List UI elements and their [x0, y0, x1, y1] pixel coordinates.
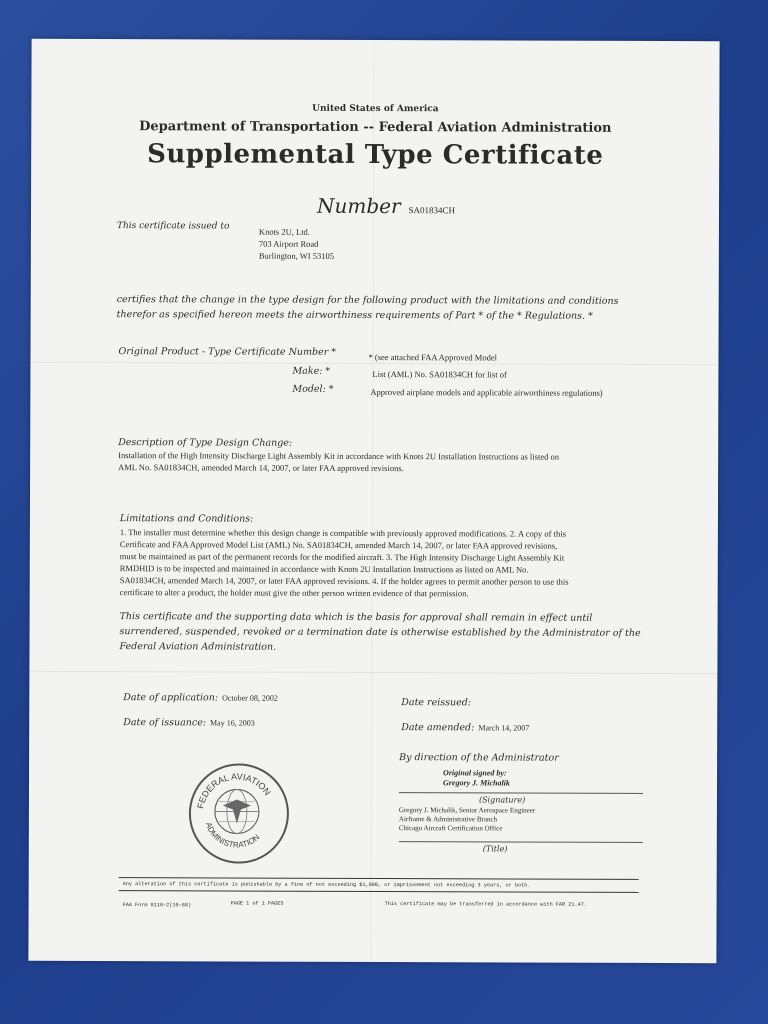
certifies-statement — [117, 292, 717, 324]
model-value: Approved airplane models and applicable airworthiness regulations) — [370, 386, 603, 398]
date-reissued — [401, 692, 471, 710]
issuance-value: May 16, 2003 — [210, 718, 255, 728]
signer-title-line-3: Chicago Aircraft Certification Office — [398, 824, 503, 833]
description-line-2: AML No. SA01834CH, amended March 14, 2007, or later FAA approved revisions. — [118, 462, 404, 474]
amended-value: March 14, 2007 — [478, 723, 530, 733]
fold-line-lower — [29, 671, 717, 674]
number-label: Number — [316, 193, 401, 219]
date-of-application — [123, 687, 278, 706]
issued-to-label: This certificate issued to — [116, 221, 230, 232]
original-product-label: Original Product - Type Certificate Number * — [118, 346, 337, 358]
signer-title-block — [399, 806, 535, 833]
description-text — [118, 449, 708, 475]
amended-label: Date amended: — [401, 722, 475, 734]
reissued-label: Date reissued: — [401, 697, 472, 709]
footer-rule-bottom — [119, 890, 639, 893]
date-amended — [401, 717, 529, 735]
make-label: Make: * — [292, 365, 331, 377]
limitations-text — [120, 526, 712, 600]
seal-bottom-text: ADMINISTRATION — [203, 821, 262, 850]
certifies-line-2: therefor as specified hereon meets the airworthiness requirements of Part * of the * Regulations. * — [116, 309, 593, 322]
validity-statement — [119, 609, 709, 656]
faa-seal-graphic — [189, 763, 285, 859]
validity-line-3: Federal Aviation Administration. — [119, 641, 277, 653]
application-value: October 08, 2002 — [222, 693, 278, 703]
footer-warning: Any alteration of this certificate is punishable by a fine of not exceeding $1,000, or imprisonment not exceeding 3 years, or both. — [122, 881, 531, 889]
signature-line — [399, 792, 643, 794]
seal-top-text: FEDERAL AVIATION — [195, 771, 273, 810]
issuance-label: Date of issuance: — [123, 717, 207, 729]
limitations-line: RMDHID is to be inspected and maintained in accordance with Knots 2U Installation Instructions as listed on AML No. — [119, 563, 529, 575]
make-value: List (AML) No. SA01834CH for list of — [372, 368, 507, 380]
faa-seal — [189, 763, 289, 863]
model-label: Model: * — [292, 383, 334, 395]
limitations-line: certificate to alter a product, the holder must give the other person written evidence of that permission. — [119, 587, 469, 599]
limitations-label: Limitations and Conditions: — [119, 513, 254, 525]
title-caption: (Title) — [482, 844, 508, 854]
limitations-line: 1. The installer must determine whether this design change is compatible with previously approved modifications. 2. A copy of this — [119, 527, 566, 539]
issued-to-address — [259, 226, 334, 262]
certificate-title: Supplemental Type Certificate — [147, 139, 604, 171]
validity-line-2: surrendered, suspended, revoked or a termination date is otherwise established by the Administrator of the — [119, 626, 641, 639]
date-of-issuance — [123, 712, 255, 730]
by-direction-label: By direction of the Administrator — [399, 752, 559, 764]
limitations-line: must be maintained as part of the permanent records for the modified aircraft. 3. The High Intensity Discharge Light Assembly Kit — [119, 551, 565, 563]
holder-street: 703 Airport Road — [258, 238, 319, 249]
footer-rule-top — [119, 877, 639, 880]
holder-name: Knots 2U, Ltd. — [258, 226, 310, 237]
signed-by-label: Original signed by: — [443, 768, 507, 778]
department-heading: Department of Transportation -- Federal Aviation Administration — [139, 119, 612, 136]
validity-line-1: This certificate and the supporting data which is the basis for approval shall remain in effect until — [119, 611, 593, 624]
fold-line-vertical — [370, 40, 374, 962]
limitations-line: SA01834CH, amended March 14, 2007, or later FAA approved revisions. 4. If the holder agrees to permit another person to use this — [119, 575, 569, 587]
limitations-line: Certificate and FAA Approved Model List (AML) No. SA01834CH, amended March 14, 2007, or later FAA approved revisions, — [119, 539, 558, 551]
description-label: Description of Type Design Change: — [118, 437, 293, 449]
description-line-1: Installation of the High Intensity Discharge Light Assembly Kit in accordance with Knots 2U Installation Instructions as listed on — [118, 450, 560, 462]
signature-caption: (Signature) — [478, 795, 526, 805]
title-line — [399, 841, 643, 843]
signer-name: Gregory J. Michalik — [443, 778, 510, 788]
application-label: Date of application: — [123, 692, 219, 704]
certificate-number-block — [317, 194, 455, 218]
signed-by-block — [443, 768, 510, 788]
footer-page-count: PAGE 1 of 1 PAGES — [230, 900, 284, 907]
footer-transfer-note: This certificate may be transferred in accordance with FAR 21.47. — [384, 901, 587, 908]
certifies-line-1: certifies that the change in the type design for the following product with the limitations and conditions — [116, 294, 619, 307]
signer-title-line-2: Airframe & Administrative Branch — [398, 815, 498, 824]
certificate-number: SA01834CH — [408, 205, 456, 216]
certificate-page — [28, 39, 719, 963]
footer-form-number: FAA Form 8110-2(10-68) — [122, 902, 192, 909]
country-heading: United States of America — [312, 103, 439, 115]
original-product-value: * (see attached FAA Approved Model — [368, 351, 498, 363]
holder-city: Burlington, WI 53105 — [258, 250, 335, 261]
signer-title-line-1: Gregory J. Michalik, Senior Aerospace Engineer — [398, 806, 536, 815]
